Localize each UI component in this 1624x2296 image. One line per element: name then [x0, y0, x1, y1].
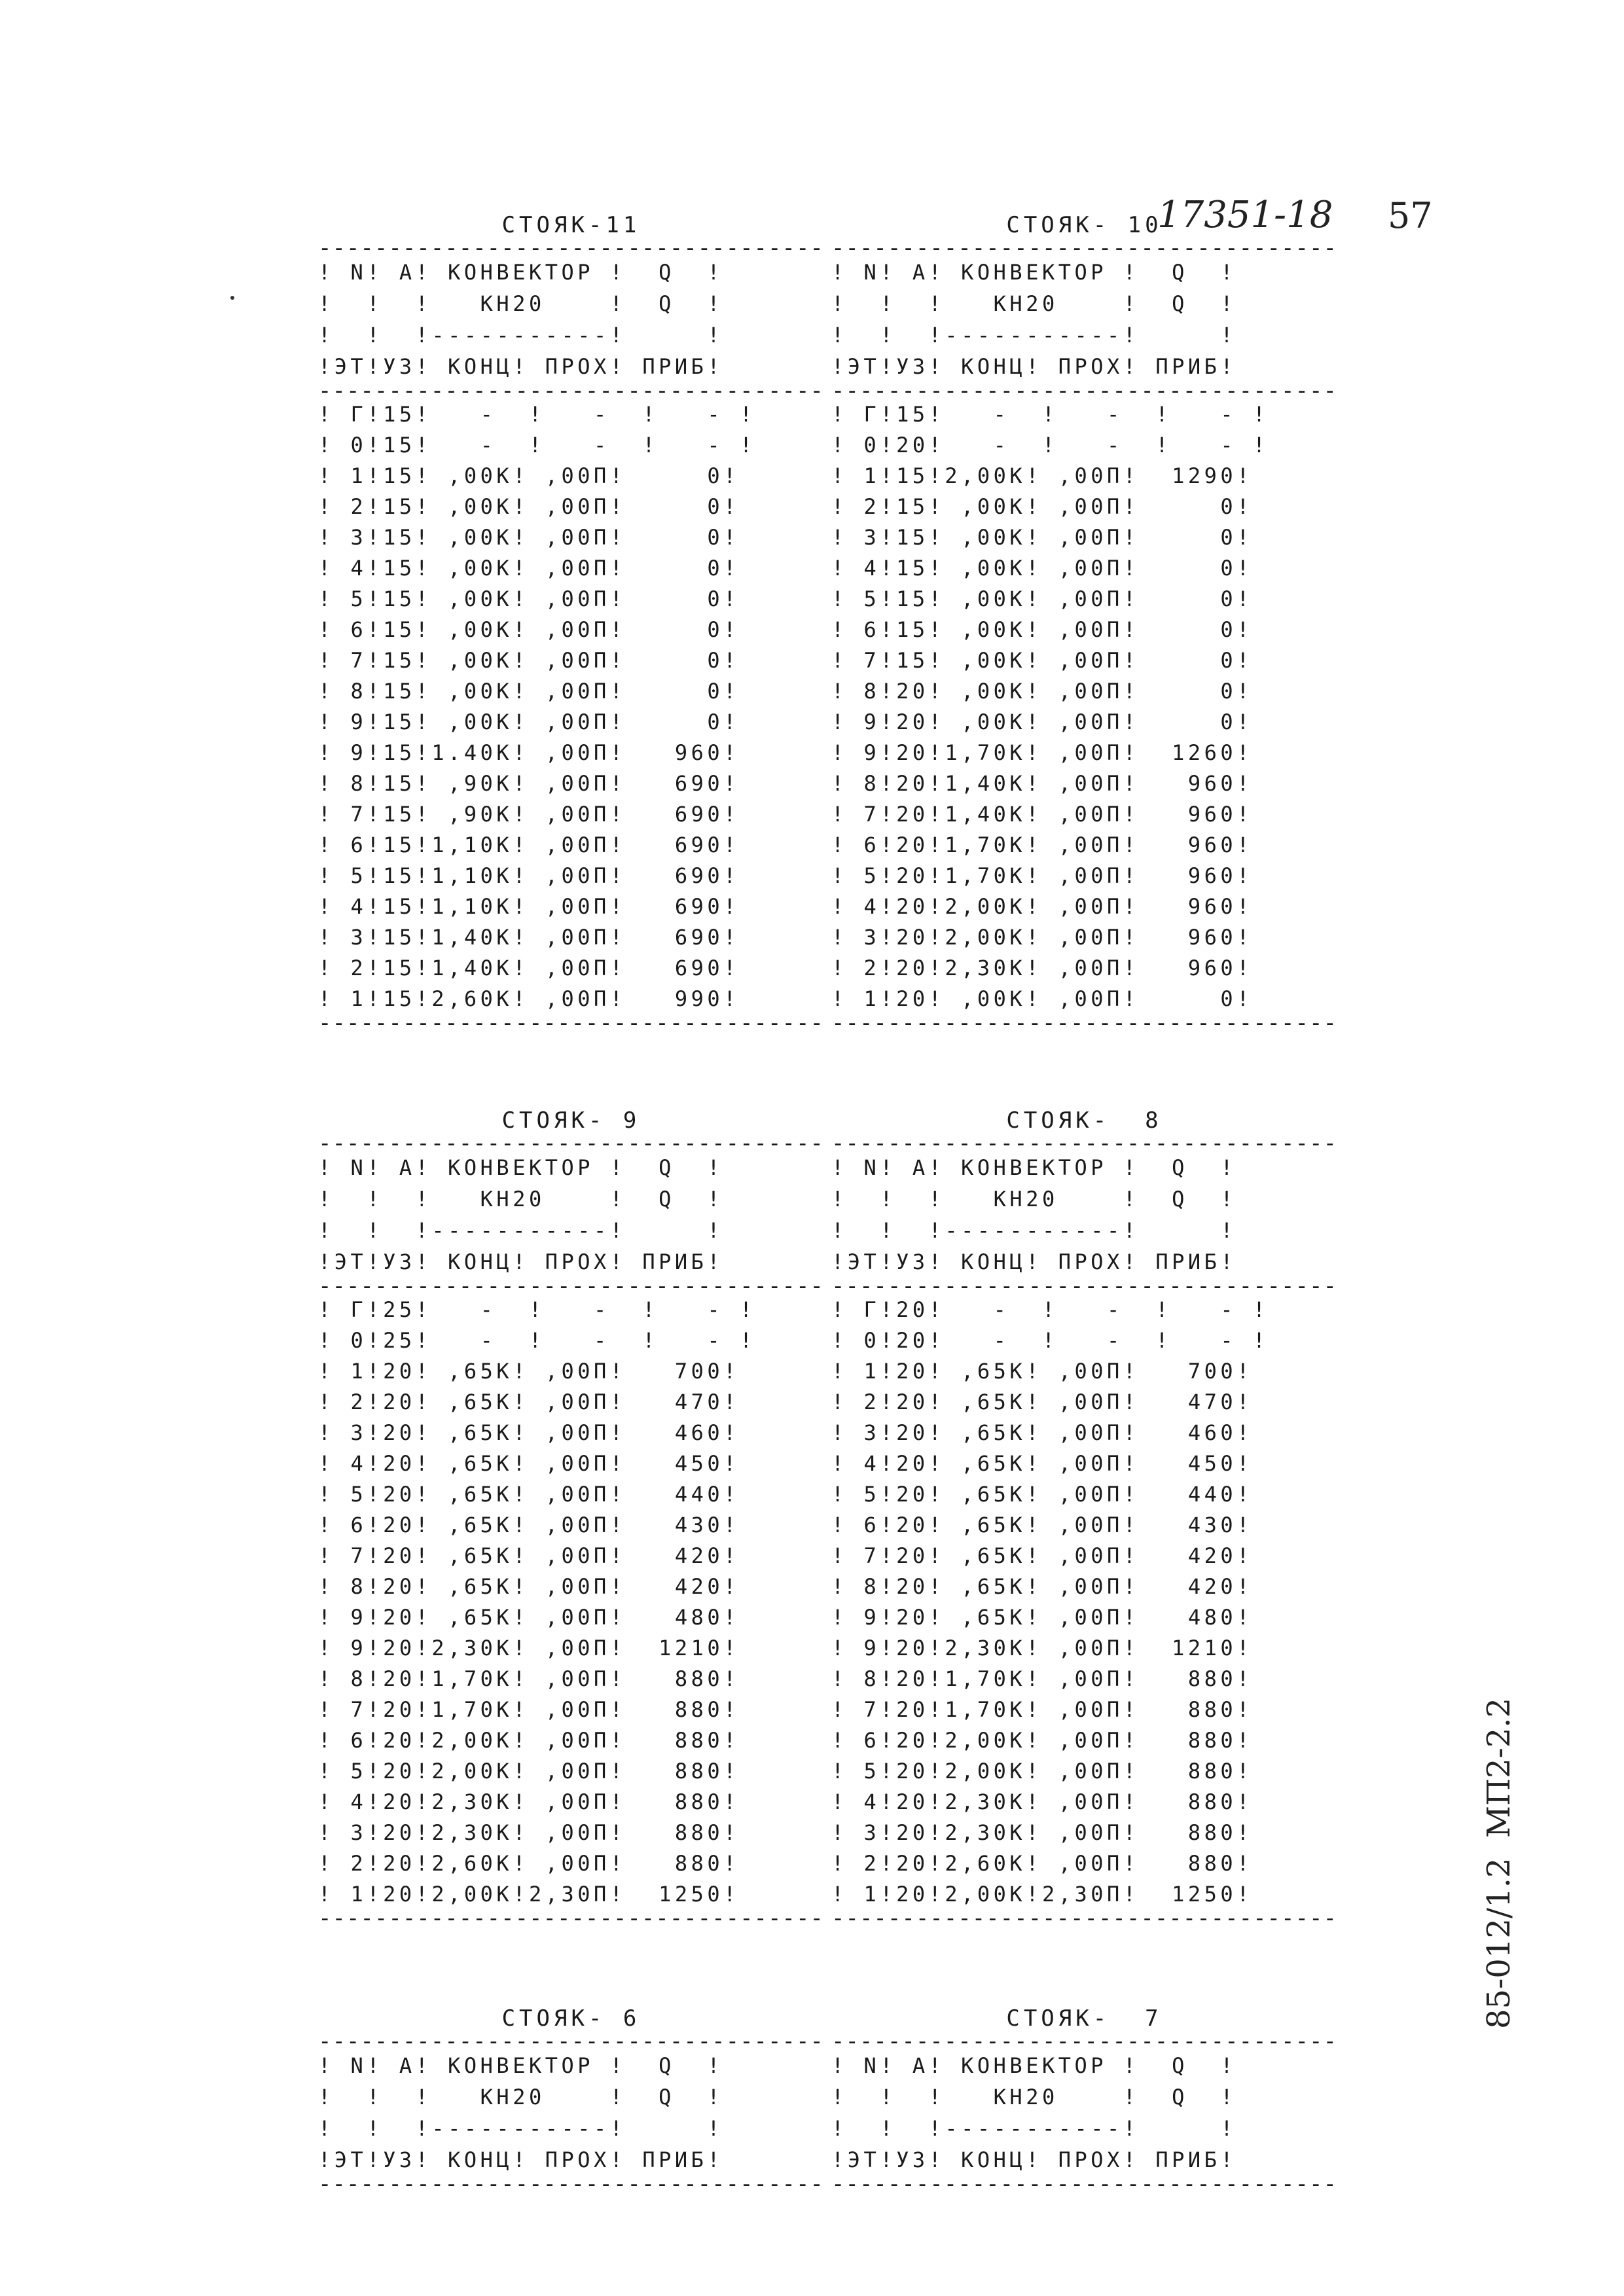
table-rows [318, 399, 824, 1014]
table-rule: ------------------------------------ [831, 240, 1337, 257]
table-row: ! 6!20!2,00К! ,00П! 880! [831, 1728, 1253, 1753]
header-line: ! ! !-----------! ! [318, 323, 724, 348]
table-row: ! 1!15! ,00К! ,00П! 0! [318, 463, 740, 488]
table-row: ! 7!20!1,70К! ,00П! 880! [318, 1697, 740, 1722]
table-row: ! Г!25! - ! - ! - ! [318, 1297, 756, 1322]
table-rule: ------------------------------------ [831, 2176, 1337, 2193]
riser-table [831, 1106, 1337, 1927]
header-line: ! ! !-----------! ! [318, 1218, 724, 1243]
table-row: ! 7!20! ,65К! ,00П! 420! [318, 1543, 740, 1568]
header-line: !ЭТ!УЗ! КОНЦ! ПРОХ! ПРИБ! [318, 2147, 724, 2172]
table-row: ! Г!15! - ! - ! - ! [831, 402, 1269, 427]
header-line: ! N! A! КОНВЕКТОР ! Q ! [831, 260, 1237, 285]
table-row: ! 1!20! ,65К! ,00П! 700! [831, 1359, 1253, 1384]
table-row: ! 8!20!1,40К! ,00П! 960! [831, 771, 1253, 796]
table-row: ! 2!15! ,00К! ,00П! 0! [831, 494, 1253, 519]
table-row: ! 4!20! ,65К! ,00П! 450! [831, 1451, 1253, 1476]
table-row: ! 7!20! ,65К! ,00П! 420! [831, 1543, 1253, 1568]
table-row: ! 3!15! ,00К! ,00П! 0! [318, 525, 740, 550]
table-row: ! 6!15!1,10К! ,00П! 690! [318, 833, 740, 857]
table-row: ! 7!20!1,70К! ,00П! 880! [831, 1697, 1253, 1722]
table-row: ! 5!15! ,00К! ,00П! 0! [831, 586, 1253, 611]
table-row: ! Г!20! - ! - ! - ! [831, 1297, 1269, 1322]
table-row: ! 8!20! ,65К! ,00П! 420! [831, 1574, 1253, 1599]
speck-mark [230, 296, 234, 300]
table-row: ! 3!20!2,00К! ,00П! 960! [831, 925, 1253, 950]
table-rule: ------------------------------------ [831, 1014, 1337, 1031]
table-row: ! 5!20!1,70К! ,00П! 960! [831, 863, 1253, 888]
table-row: ! 9!15! ,00К! ,00П! 0! [318, 709, 740, 734]
table-row: ! 5!20!2,00К! ,00П! 880! [318, 1759, 740, 1784]
table-row: ! 8!20!1,70К! ,00П! 880! [318, 1666, 740, 1691]
header-line: ! ! ! КН20 ! Q ! [831, 291, 1237, 316]
table-rule: ------------------------------------ [318, 240, 824, 257]
riser-title: СТОЯК- 10 [1006, 212, 1163, 238]
table-rule: ------------------------------------ [831, 1278, 1337, 1295]
table-row: ! 5!15!1,10К! ,00П! 690! [318, 863, 740, 888]
table-row: ! 9!20! ,65К! ,00П! 480! [318, 1605, 740, 1630]
header-line: ! ! !-----------! ! [318, 2116, 724, 2141]
table-row: ! 6!20!1,70К! ,00П! 960! [831, 833, 1253, 857]
handwritten-reference: 17351-18 [1157, 194, 1333, 236]
riser-title: СТОЯК- 8 [1006, 1107, 1163, 1134]
table-row: ! 4!15!1,10К! ,00П! 690! [318, 894, 740, 919]
table-row: ! 9!20!2,30К! ,00П! 1210! [318, 1636, 740, 1660]
table-row: ! 2!20!2,60К! ,00П! 880! [831, 1851, 1253, 1876]
table-row: ! 9!20! ,00К! ,00П! 0! [831, 709, 1253, 734]
table-row: ! 2!20!2,60К! ,00П! 880! [318, 1851, 740, 1876]
table-row: ! 7!15! ,00К! ,00П! 0! [318, 648, 740, 673]
table-row: ! 3!20! ,65К! ,00П! 460! [831, 1420, 1253, 1445]
table-row: ! 8!20! ,00К! ,00П! 0! [831, 679, 1253, 704]
table-row: ! 3!15!1,40К! ,00П! 690! [318, 925, 740, 950]
riser-table [831, 211, 1337, 1031]
header-line: ! N! A! КОНВЕКТОР ! Q ! [318, 2053, 724, 2078]
table-row: ! 5!20! ,65К! ,00П! 440! [831, 1482, 1253, 1507]
header-line: ! ! ! КН20 ! Q ! [831, 1187, 1237, 1211]
table-row: ! 4!15! ,00К! ,00П! 0! [318, 556, 740, 581]
table-row: ! 9!15!1.40К! ,00П! 960! [318, 740, 740, 765]
header-line: ! ! !-----------! ! [831, 323, 1237, 348]
table-row: ! 2!15!1,40К! ,00П! 690! [318, 956, 740, 980]
table-row: ! 7!20!1,40К! ,00П! 960! [831, 802, 1253, 827]
table-row: ! 0!20! - ! - ! - ! [831, 1328, 1269, 1353]
table-row: ! 1!15!2,00К! ,00П! 1290! [831, 463, 1253, 488]
header-line: ! ! ! КН20 ! Q ! [318, 291, 724, 316]
header-line: !ЭТ!УЗ! КОНЦ! ПРОХ! ПРИБ! [831, 1249, 1237, 1274]
table-row: ! 1!20!2,00К!2,30П! 1250! [831, 1882, 1253, 1907]
riser-title: СТОЯК- 6 [501, 2005, 641, 2032]
table-row: ! 5!20!2,00К! ,00П! 880! [831, 1759, 1253, 1784]
table-row: ! 1!20!2,00К!2,30П! 1250! [318, 1882, 740, 1907]
table-row: ! 4!20!2,30К! ,00П! 880! [831, 1789, 1253, 1814]
table-rule: ------------------------------------ [831, 382, 1337, 399]
table-row: ! 8!20! ,65К! ,00П! 420! [318, 1574, 740, 1599]
table-row: ! 2!20! ,65К! ,00П! 470! [318, 1390, 740, 1414]
header-line: ! N! A! КОНВЕКТОР ! Q ! [831, 1155, 1237, 1180]
table-rows [831, 1295, 1337, 1910]
header-line: ! ! ! КН20 ! Q ! [318, 1187, 724, 1211]
table-row: ! 7!15! ,90К! ,00П! 690! [318, 802, 740, 827]
table-row: ! Г!15! - ! - ! - ! [318, 402, 756, 427]
table-row: ! 4!20!2,30К! ,00П! 880! [318, 1789, 740, 1814]
table-row: ! 1!15!2,60К! ,00П! 990! [318, 986, 740, 1011]
table-row: ! 8!20!1,70К! ,00П! 880! [831, 1666, 1253, 1691]
header-line: !ЭТ!УЗ! КОНЦ! ПРОХ! ПРИБ! [831, 2147, 1237, 2172]
riser-table [318, 1106, 824, 1927]
table-rule: ------------------------------------ [831, 2033, 1337, 2050]
table-rule: ------------------------------------ [318, 1014, 824, 1031]
table-row: ! 5!20! ,65К! ,00П! 440! [318, 1482, 740, 1507]
table-rows [831, 399, 1337, 1014]
table-row: ! 3!20!2,30К! ,00П! 880! [318, 1820, 740, 1845]
table-rule: ------------------------------------ [318, 1278, 824, 1295]
riser-table [318, 2004, 824, 2193]
table-row: ! 8!15! ,90К! ,00П! 690! [318, 771, 740, 796]
table-rows [318, 1295, 824, 1910]
table-row: ! 2!20! ,65К! ,00П! 470! [831, 1390, 1253, 1414]
header-line: ! ! !-----------! ! [831, 2116, 1237, 2141]
header-line: ! ! ! КН20 ! Q ! [831, 2085, 1237, 2109]
table-row: ! 2!20!2,30К! ,00П! 960! [831, 956, 1253, 980]
table-row: ! 0!20! - ! - ! - ! [831, 433, 1269, 457]
header-line: ! N! A! КОНВЕКТОР ! Q ! [318, 260, 724, 285]
table-row: ! 4!15! ,00К! ,00П! 0! [831, 556, 1253, 581]
table-row: ! 9!20!1,70К! ,00П! 1260! [831, 740, 1253, 765]
table-rule: ------------------------------------ [318, 1135, 824, 1152]
table-row: ! 3!20!2,30К! ,00П! 880! [831, 1820, 1253, 1845]
header-line: ! ! !-----------! ! [831, 1218, 1237, 1243]
header-line: ! N! A! КОНВЕКТОР ! Q ! [318, 1155, 724, 1180]
table-rule: ------------------------------------ [831, 1910, 1337, 1927]
riser-table [831, 2004, 1337, 2193]
table-row: ! 6!15! ,00К! ,00П! 0! [831, 617, 1253, 642]
table-row: ! 8!15! ,00К! ,00П! 0! [318, 679, 740, 704]
page-number: 57 [1388, 195, 1433, 236]
table-rule: ------------------------------------ [831, 1135, 1337, 1152]
riser-title: СТОЯК-11 [501, 212, 641, 238]
table-row: ! 4!20! ,65К! ,00П! 450! [318, 1451, 740, 1476]
table-row: ! 0!25! - ! - ! - ! [318, 1328, 756, 1353]
table-row: ! 9!20!2,30К! ,00П! 1210! [831, 1636, 1253, 1660]
table-row: ! 1!20! ,65К! ,00П! 700! [318, 1359, 740, 1384]
table-row: ! 6!20! ,65К! ,00П! 430! [318, 1513, 740, 1537]
table-row: ! 1!20! ,00К! ,00П! 0! [831, 986, 1253, 1011]
table-row: ! 6!15! ,00К! ,00П! 0! [318, 617, 740, 642]
table-rule: ------------------------------------ [318, 1910, 824, 1927]
document-side-code: 85-012/1.2 МП2-2.2 [1481, 1697, 1517, 2029]
header-line: ! ! ! КН20 ! Q ! [318, 2085, 724, 2109]
table-row: ! 0!15! - ! - ! - ! [318, 433, 756, 457]
table-row: ! 6!20!2,00К! ,00П! 880! [318, 1728, 740, 1753]
header-line: !ЭТ!УЗ! КОНЦ! ПРОХ! ПРИБ! [318, 1249, 724, 1274]
table-rule: ------------------------------------ [318, 382, 824, 399]
header-line: ! N! A! КОНВЕКТОР ! Q ! [831, 2053, 1237, 2078]
table-row: ! 9!20! ,65К! ,00П! 480! [831, 1605, 1253, 1630]
table-row: ! 3!20! ,65К! ,00П! 460! [318, 1420, 740, 1445]
table-row: ! 2!15! ,00К! ,00П! 0! [318, 494, 740, 519]
header-line: !ЭТ!УЗ! КОНЦ! ПРОХ! ПРИБ! [318, 354, 724, 379]
table-row: ! 6!20! ,65К! ,00П! 430! [831, 1513, 1253, 1537]
table-rule: ------------------------------------ [318, 2176, 824, 2193]
table-row: ! 5!15! ,00К! ,00П! 0! [318, 586, 740, 611]
table-row: ! 7!15! ,00К! ,00П! 0! [831, 648, 1253, 673]
table-row: ! 3!15! ,00К! ,00П! 0! [831, 525, 1253, 550]
riser-table [318, 211, 824, 1031]
header-line: !ЭТ!УЗ! КОНЦ! ПРОХ! ПРИБ! [831, 354, 1237, 379]
riser-title: СТОЯК- 9 [501, 1107, 641, 1134]
table-rule: ------------------------------------ [318, 2033, 824, 2050]
riser-title: СТОЯК- 7 [1006, 2005, 1163, 2032]
table-row: ! 4!20!2,00К! ,00П! 960! [831, 894, 1253, 919]
